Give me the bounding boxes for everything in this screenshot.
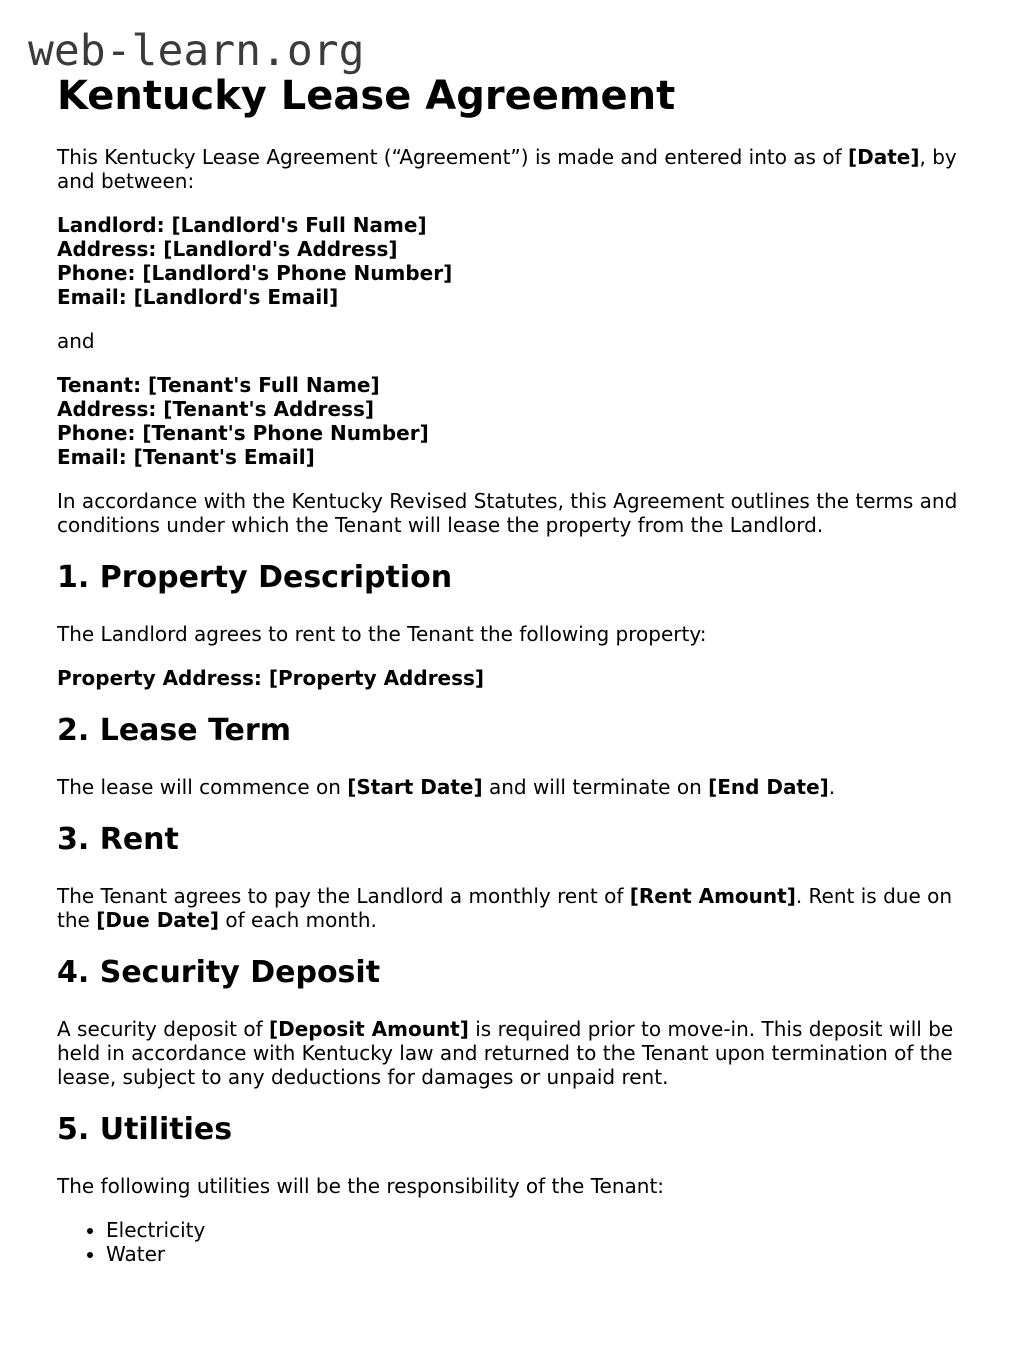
section-rent [57,822,958,932]
section-security-deposit [57,955,958,1089]
section-property-description [57,560,958,690]
utilities-list [57,1218,958,1266]
list-item: • Electricity [106,1218,958,1242]
section-paragraph: The following utilities will be the responsibility of the Tenant: [57,1174,665,1198]
section-paragraph: The Tenant agrees to pay the Landlord a monthly rent of [Rent Amount]. Rent is due on the [Due Date] of each month. [57,884,953,932]
tenant-email-line: Email: [Tenant's Email] [57,445,315,469]
landlord-phone-line: Phone: [Landlord's Phone Number] [57,261,453,285]
property-address-line: Property Address: [Property Address] [57,666,485,690]
section-heading: 4. Security Deposit [57,955,381,990]
section-heading: 1. Property Description [57,560,453,595]
tenant-phone-line: Phone: [Tenant's Phone Number] [57,421,429,445]
section-utilities [57,1112,958,1266]
site-logo: web-learn.org [28,26,365,76]
section-paragraph: A security deposit of [Deposit Amount] is required prior to move-in. This deposit will be held in accordance with Kentucky law and returned to the Tenant upon termination of the lease, subject to any deductions for damages or unpaid rent. [57,1017,954,1089]
landlord-name-line: Landlord: [Landlord's Full Name] [57,213,427,237]
section-heading: 5. Utilities [57,1112,233,1147]
tenant-block [57,373,958,469]
section-heading: 3. Rent [57,822,179,857]
section-heading: 2. Lease Term [57,713,291,748]
landlord-email-line: Email: [Landlord's Email] [57,285,339,309]
tenant-address-line: Address: [Tenant's Address] [57,397,375,421]
landlord-block [57,213,958,309]
opening-paragraph: This Kentucky Lease Agreement (“Agreement”) is made and entered into as of [Date], by and between: [57,145,957,193]
tenant-name-line: Tenant: [Tenant's Full Name] [57,373,380,397]
document-body [57,73,958,1266]
section-paragraph: The Landlord agrees to rent to the Tenant the following property: [57,622,707,646]
statute-note: In accordance with the Kentucky Revised Statutes, this Agreement outlines the terms and conditions under which the Tenant will lease the property from the Landlord. [57,489,958,537]
section-lease-term [57,713,958,799]
landlord-address-line: Address: [Landlord's Address] [57,237,398,261]
connector-text: and [57,329,95,353]
page-title: Kentucky Lease Agreement [57,73,676,119]
list-item: • Water [106,1242,958,1266]
section-paragraph: The lease will commence on [Start Date] and will terminate on [End Date]. [57,775,836,799]
